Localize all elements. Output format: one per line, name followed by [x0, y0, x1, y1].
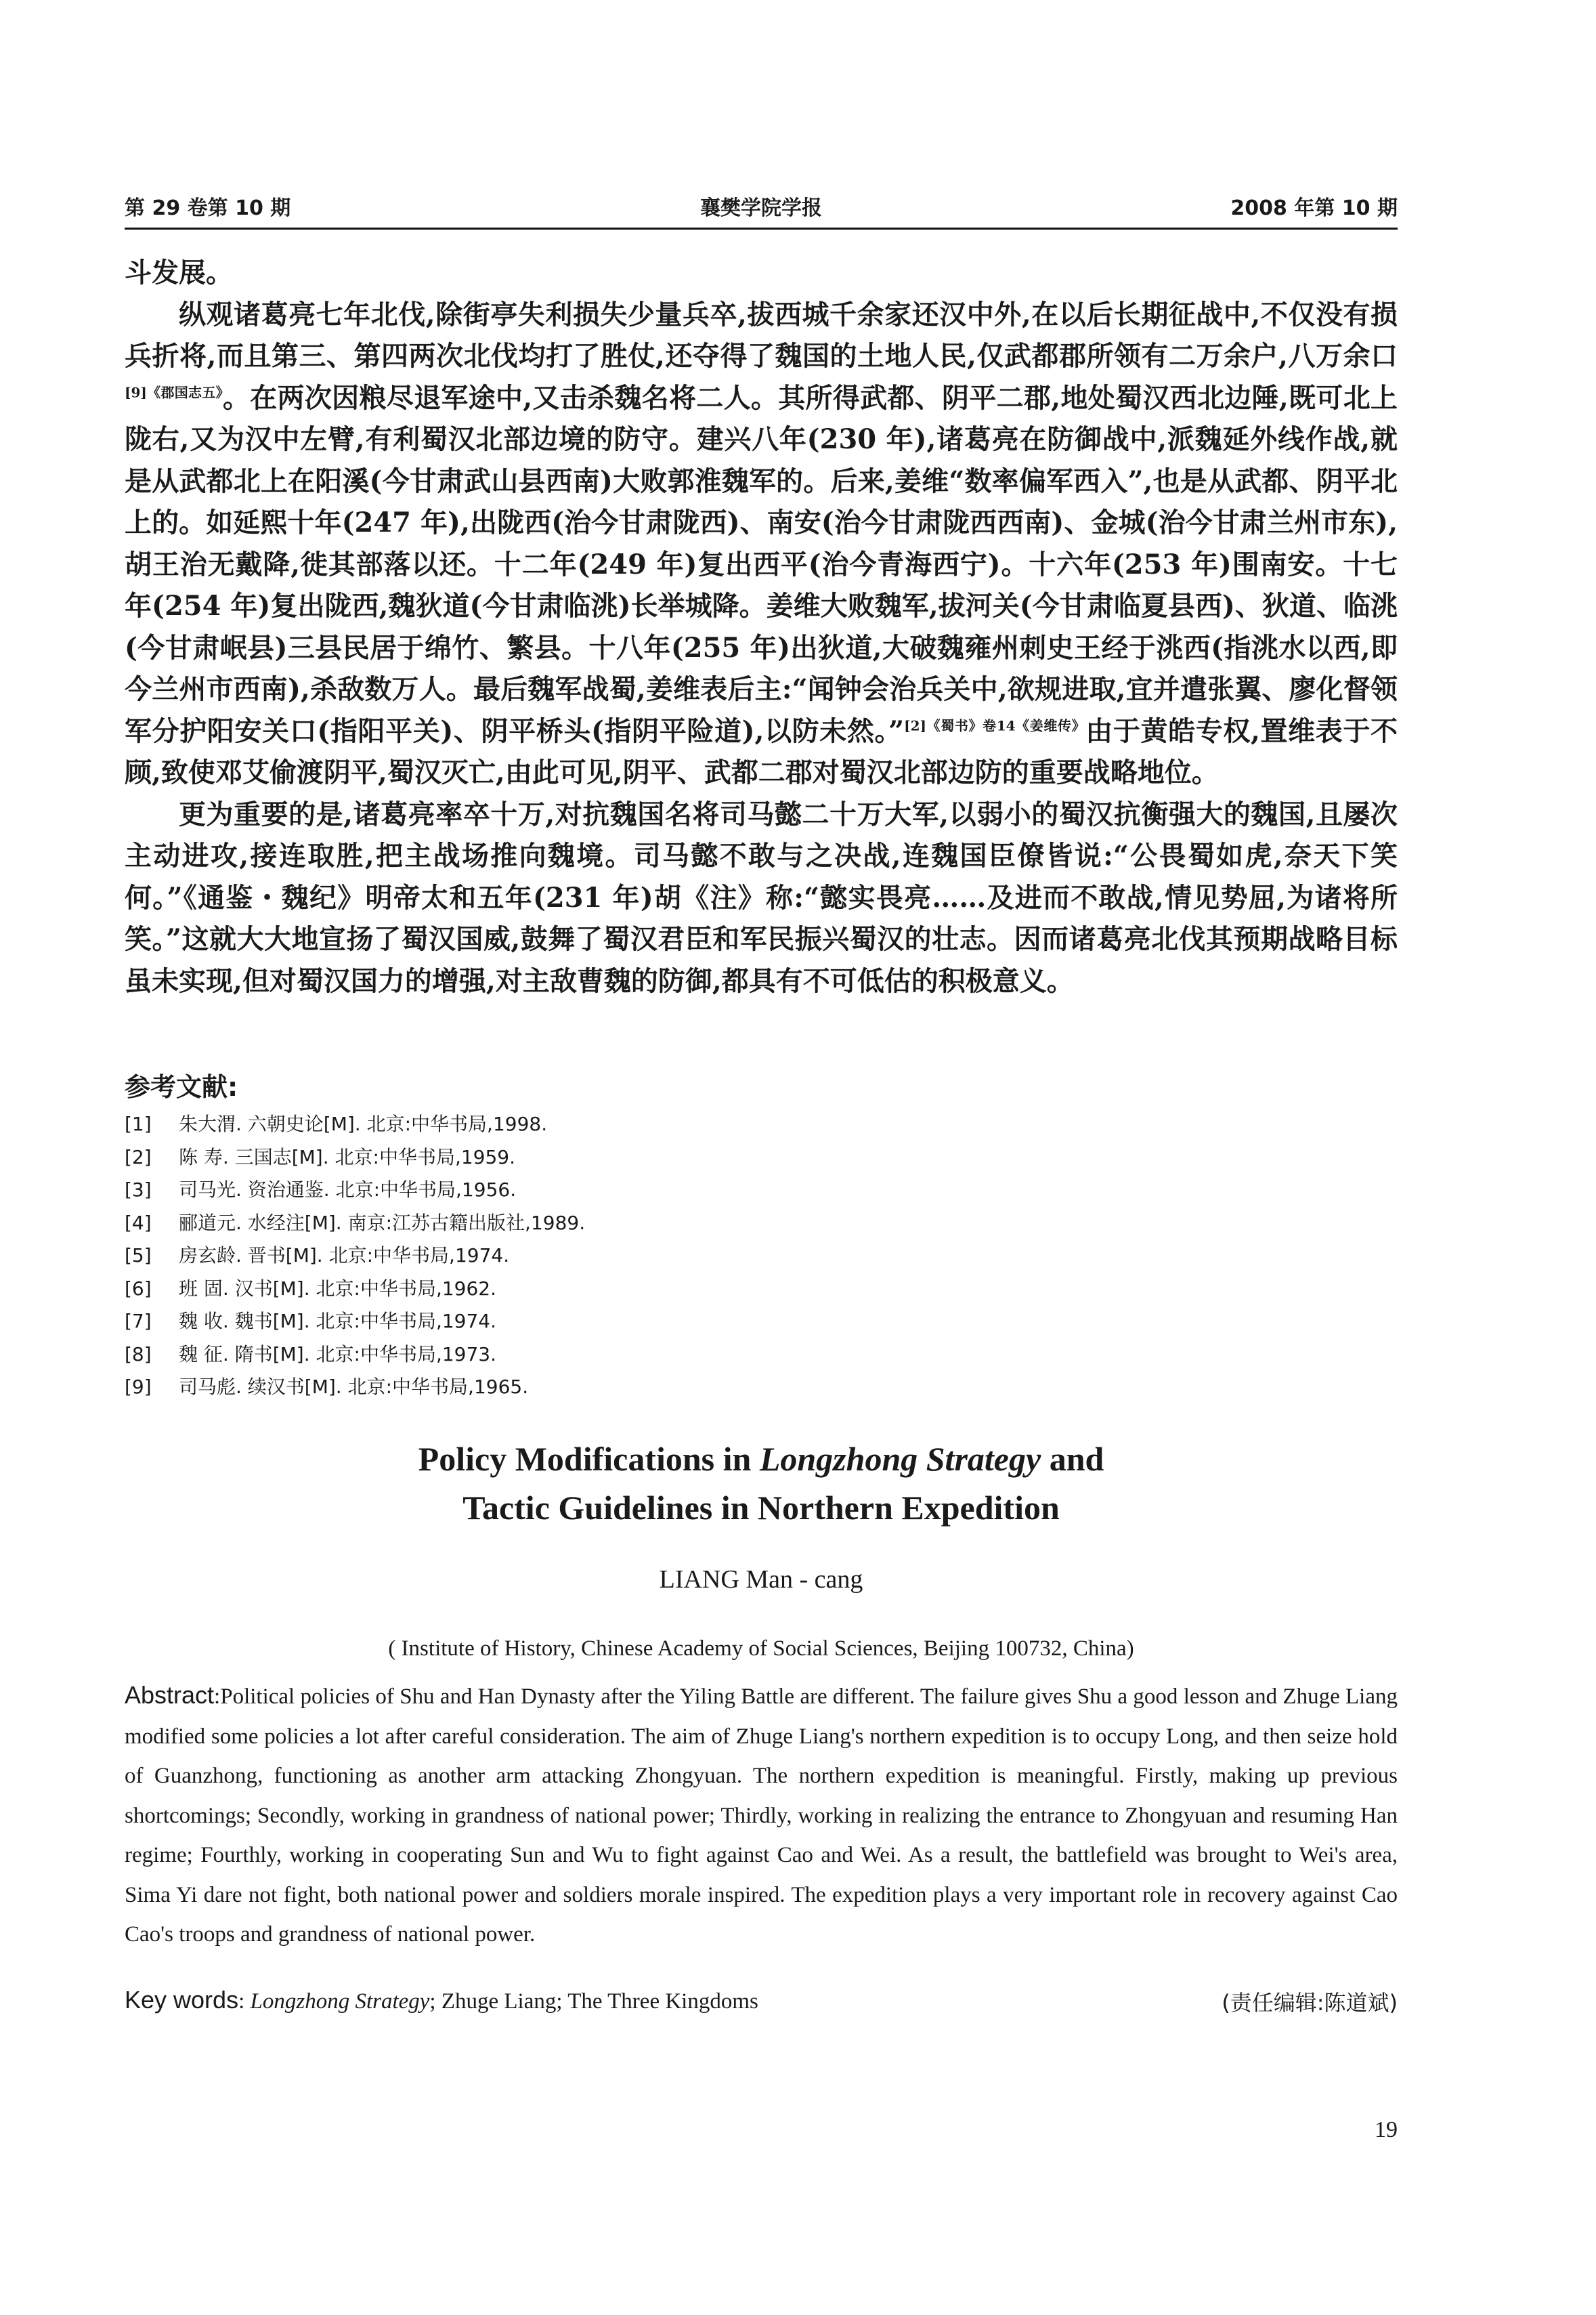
- reference-text: 魏 收. 魏书[M]. 北京:中华书局,1974.: [179, 1310, 497, 1332]
- english-title: [125, 1435, 1398, 1532]
- reference-item: [125, 1141, 1140, 1174]
- paragraph: 更为重要的是,诸葛亮率卒十万,对抗魏国名将司马懿二十万大军,以弱小的蜀汉抗衡强大的魏国,且屡次主动进攻,接连取胜,把主战场推向魏境。司马懿不敢与之决战,连魏国臣僚皆说:“公畏蜀如虎,奈天下笑何。”《通鉴・魏纪》明帝太和五年(231 年)胡《注》称:“懿实畏亮……及进而不敢战,情见势屈,为诸将所笑。”这就大大地宣扬了蜀汉国威,鼓舞了蜀汉君臣和军民振兴蜀汉的壮志。因而诸葛亮北伐其预期战略目标虽未实现,但对蜀汉国力的增强,对主敌曹魏的防御,都具有不可低估的积极意义。: [125, 798, 1398, 997]
- abstract-text: Political policies of Shu and Han Dynasty after the Yiling Battle are different. The failure gives Shu a good lesson and Zhuge Liang modified some policies a lot after careful consideration. The aim of Zhuge Liang's northern expedition is to occupy Long, and then seize hold of Guanzhong, functioning as another arm attacking Zhongyuan. The northern expedition is meaningful. Firstly, making up previous shortcomings; Secondly, working in grandness of national power; Thirdly, working in realizing the entrance to Zhongyuan and resuming Han regime; Fourthly, working in cooperating Sun and Wu to fight against Cao and Wei. As a result, the battlefield was brought to Wei's area, Sima Yi dare not fight, both national power and soldiers morale inspired. The expedition plays a very important role in recovery against Cao Cao's troops and grandness of national power.: [125, 1684, 1398, 1947]
- keywords-line: [125, 1986, 1398, 2026]
- reference-item: [125, 1273, 1140, 1306]
- abstract-colon: :: [214, 1684, 221, 1709]
- keywords-colon: :: [238, 1989, 251, 2014]
- title-line-2: Tactic Guidelines in Northern Expedition: [462, 1489, 1060, 1527]
- reference-number: [6]: [125, 1277, 152, 1300]
- reference-text: 班 固. 汉书[M]. 北京:中华书局,1962.: [179, 1277, 497, 1300]
- reference-item: [125, 1174, 1140, 1207]
- citation-marker: [9]《郡国志五》: [125, 384, 223, 401]
- reference-number: [9]: [125, 1376, 152, 1398]
- main-text: [125, 252, 1398, 1002]
- reference-text: 司马光. 资治通鉴. 北京:中华书局,1956.: [179, 1178, 517, 1201]
- paragraph-text: 由于黄皓专权,置维表于不顾,致使邓艾偷渡阴平,蜀汉灭亡,由此可见,阴平、武都二郡对蜀汉北部边防的重要战略地位。: [125, 715, 1398, 788]
- reference-text: 魏 征. 隋书[M]. 北京:中华书局,1973.: [179, 1342, 497, 1365]
- header-rule: [125, 228, 1398, 230]
- volume-issue: 第 29 卷第 10 期: [125, 196, 291, 220]
- reference-item: [125, 1207, 1140, 1240]
- paragraph-text: 纵观诸葛亮七年北伐,除街亭失利损失少量兵卒,拔西城千余家还汉中外,在以后长期征战中,不仅没有损兵折将,而且第三、第四两次北伐均打了胜仗,还夺得了魏国的土地人民,仅武都郡所领有二万余户,八万余口: [125, 298, 1398, 372]
- reference-number: [8]: [125, 1342, 152, 1365]
- author-name: LIANG Man - cang: [659, 1565, 863, 1594]
- reference-number: [3]: [125, 1178, 152, 1201]
- title-text: Policy Modifications in: [418, 1440, 760, 1478]
- reference-item: [125, 1239, 1140, 1273]
- reference-text: 陈 寿. 三国志[M]. 北京:中华书局,1959.: [179, 1145, 516, 1168]
- reference-item: [125, 1371, 1140, 1404]
- reference-item: [125, 1108, 1140, 1141]
- keywords-label: Key words: [125, 1986, 239, 2014]
- journal-name: 襄樊学院学报: [700, 196, 822, 220]
- reference-number: [1]: [125, 1113, 152, 1135]
- reference-number: [5]: [125, 1244, 152, 1267]
- reference-list: [125, 1108, 1140, 1404]
- references-heading: 参考文献:: [125, 1072, 238, 1102]
- year-issue: 2008 年第 10 期: [1230, 196, 1398, 220]
- reference-text: 房玄龄. 晋书[M]. 北京:中华书局,1974.: [179, 1244, 510, 1267]
- page-number: 19: [1375, 2117, 1398, 2142]
- running-header: [125, 182, 1398, 222]
- keywords-text: ; Zhuge Liang; The Three Kingdoms: [429, 1989, 758, 2014]
- reference-text: 司马彪. 续汉书[M]. 北京:中华书局,1965.: [179, 1376, 529, 1398]
- reference-number: [7]: [125, 1310, 152, 1332]
- reference-number: [2]: [125, 1145, 152, 1168]
- abstract: [125, 1676, 1398, 1955]
- reference-number: [4]: [125, 1211, 152, 1234]
- author-affiliation: ( Institute of History, Chinese Academy of Social Sciences, Beijing 100732, China): [388, 1636, 1134, 1661]
- reference-item: [125, 1338, 1140, 1372]
- paragraph: [125, 294, 1398, 794]
- paragraph-text: 。在两次因粮尽退军途中,又击杀魏名将二人。其所得武都、阴平二郡,地处蜀汉西北边陲,既可北上陇右,又为汉中左臂,有利蜀汉北部边境的防守。建兴八年(230 年),诸葛亮在防御战中,派魏延外线作战,就是从武都北上在阳溪(今甘肃武山县西南)大败郭淮魏军的。后来,姜维“数率偏军西入”,也是从武都、阴平北上的。如延熙十年(247 年),出陇西(治今甘肃陇西)、南安(治今甘肃陇西西南)、金城(治今甘肃兰州市东),胡王治无戴降,徙其部落以还。十二年(249 年)复出西平(治今青海西宁)。十六年(253 年)围南安。十七年(254 年)复出陇西,魏狄道(今甘肃临洮)长举城降。姜维大败魏军,拔河关(今甘肃临夏县西)、狄道、临洮(今甘肃岷县)三县民居于绵竹、繁县。十八年(255 年)出狄道,大破魏雍州刺史王经于洮西(指洮水以西,即今兰州市西南),杀敌数万人。最后魏军战蜀,姜维表后主:“闻钟会治兵关中,欲规进取,宜并遣张翼、廖化督领军分护阳安关口(指阳平关)、阴平桥头(指阴平险道),以防未然。”: [125, 381, 1398, 747]
- reference-text: 朱大渭. 六朝史论[M]. 北京:中华书局,1998.: [179, 1113, 548, 1135]
- keyword-italic: Longzhong Strategy: [250, 1989, 430, 2014]
- paragraph-continuation: 斗发展。: [125, 257, 233, 289]
- abstract-label: Abstract: [125, 1681, 215, 1709]
- title-text: and: [1041, 1440, 1104, 1478]
- editor-credit: (责任编辑:陈道斌): [1222, 1990, 1398, 2016]
- reference-text: 郦道元. 水经注[M]. 南京:江苏古籍出版社,1989.: [179, 1211, 586, 1234]
- citation-marker: [2]《蜀书》卷14《姜维传》: [904, 717, 1086, 734]
- reference-item: [125, 1305, 1140, 1338]
- title-italic-text: Longzhong Strategy: [759, 1440, 1041, 1478]
